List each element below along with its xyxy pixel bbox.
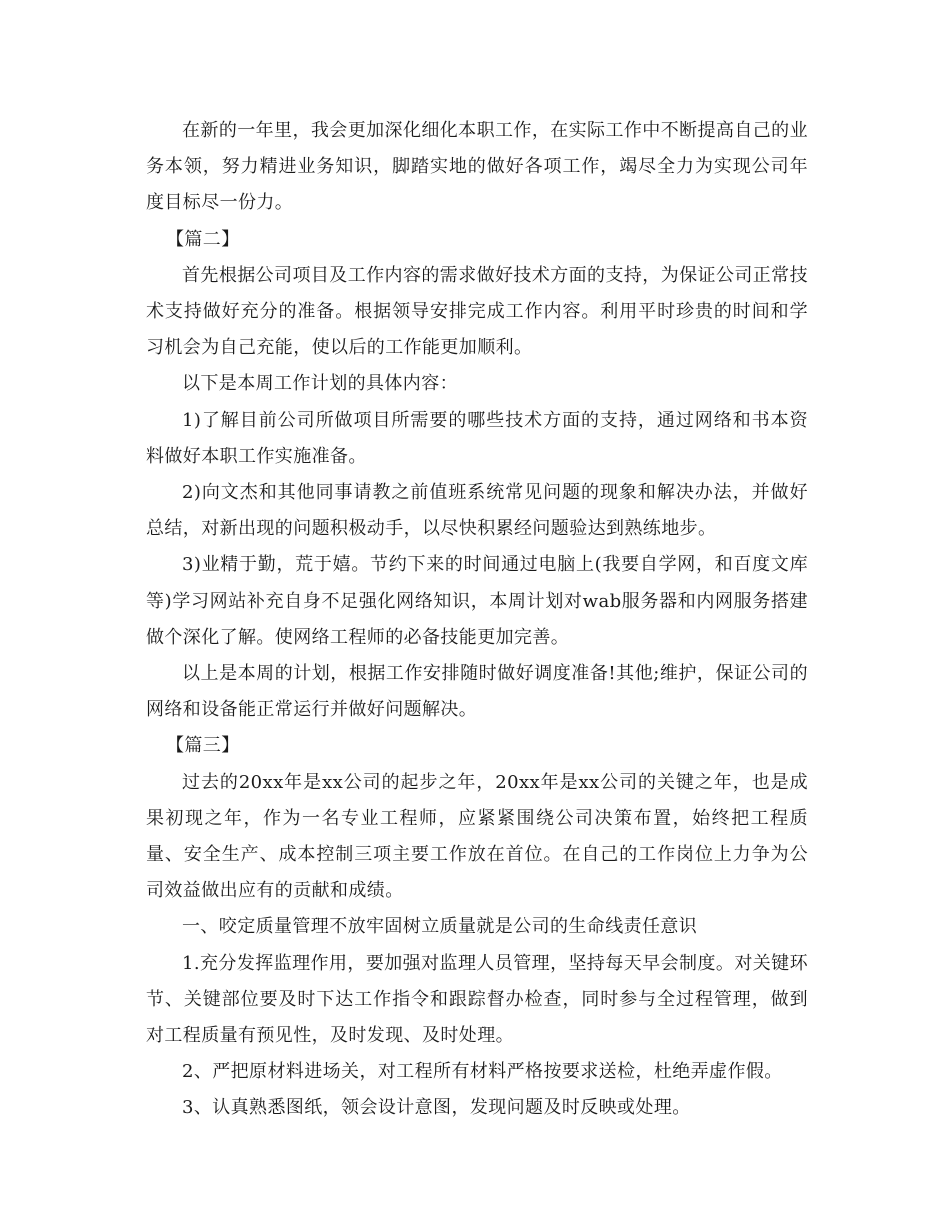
- paragraph-quality-item-3: 3、认真熟悉图纸，领会设计意图，发现问题及时反映或处理。: [182, 1097, 691, 1119]
- paragraph-tech-support: 首先根据公司项目及工作内容的需求做好技术方面的支持，为保证公司正常技术支持做好充分的准备。根据领导安排完成工作内容。利用平时珍贵的时间和学习机会为自己充能，使以后的工作能更加顺利。: [146, 264, 808, 359]
- paragraph-weekly-plan-intro: 以下是本周工作计划的具体内容：: [182, 373, 458, 395]
- paragraph-intro-closing: 在新的一年里，我会更加深化细化本职工作，在实际工作中不断提高自己的业务本领，努力精进业务知识，脚踏实地的做好各项工作，竭尽全力为实现公司年度目标尽一份力。: [146, 120, 808, 214]
- paragraph-quality-item-1: 1.充分发挥监理作用，要加强对监理人员管理，坚持每天早会制度。对关键环节、关键部位要及时下达工作指令和跟踪督办检查，同时参与全过程管理，做到对工程质量有预见性，及时发现、及时处理。: [146, 952, 808, 1047]
- section-heading-part-three: 【篇三】: [166, 735, 240, 757]
- paragraph-plan-summary: 以上是本周的计划，根据工作安排随时做好调度准备!其他;维护，保证公司的网络和设备能正常运行并做好问题解决。: [146, 663, 808, 721]
- paragraph-plan-item-2: 2)向文杰和其他同事请教之前值班系统常见问题的现象和解决办法，并做好总结，对新出现的问题积极动手，以尽快积累经问题验达到熟练地步。: [146, 482, 808, 540]
- paragraph-quality-heading: 一、咬定质量管理不放牢固树立质量就是公司的生命线责任意识: [182, 916, 698, 938]
- paragraph-year-review: 过去的20xx年是xx公司的起步之年，20xx年是xx公司的关键之年，也是成果初现之年，作为一名专业工程师，应紧紧围绕公司决策布置，始终把工程质量、安全生产、成本控制三项主要工作放在首位。在自己的工作岗位上力争为公司效益做出应有的贡献和成绩。: [146, 771, 808, 902]
- document-body: [146, 113, 808, 1127]
- section-heading-part-two: 【篇二】: [166, 228, 240, 250]
- paragraph-plan-item-3: 3)业精于勤，荒于嬉。节约下来的时间通过电脑上(我要自学网，和百度文库等)学习网站补充自身不足强化网络知识，本周计划对wab服务器和内网服务搭建做个深化了解。使网络工程师的必备技能更加完善。: [146, 554, 808, 648]
- paragraph-quality-item-2: 2、严把原材料进场关，对工程所有材料严格按要求送检，杜绝弄虚作假。: [182, 1061, 783, 1083]
- paragraph-plan-item-1: 1)了解目前公司所做项目所需要的哪些技术方面的支持，通过网络和书本资料做好本职工作实施准备。: [146, 409, 808, 467]
